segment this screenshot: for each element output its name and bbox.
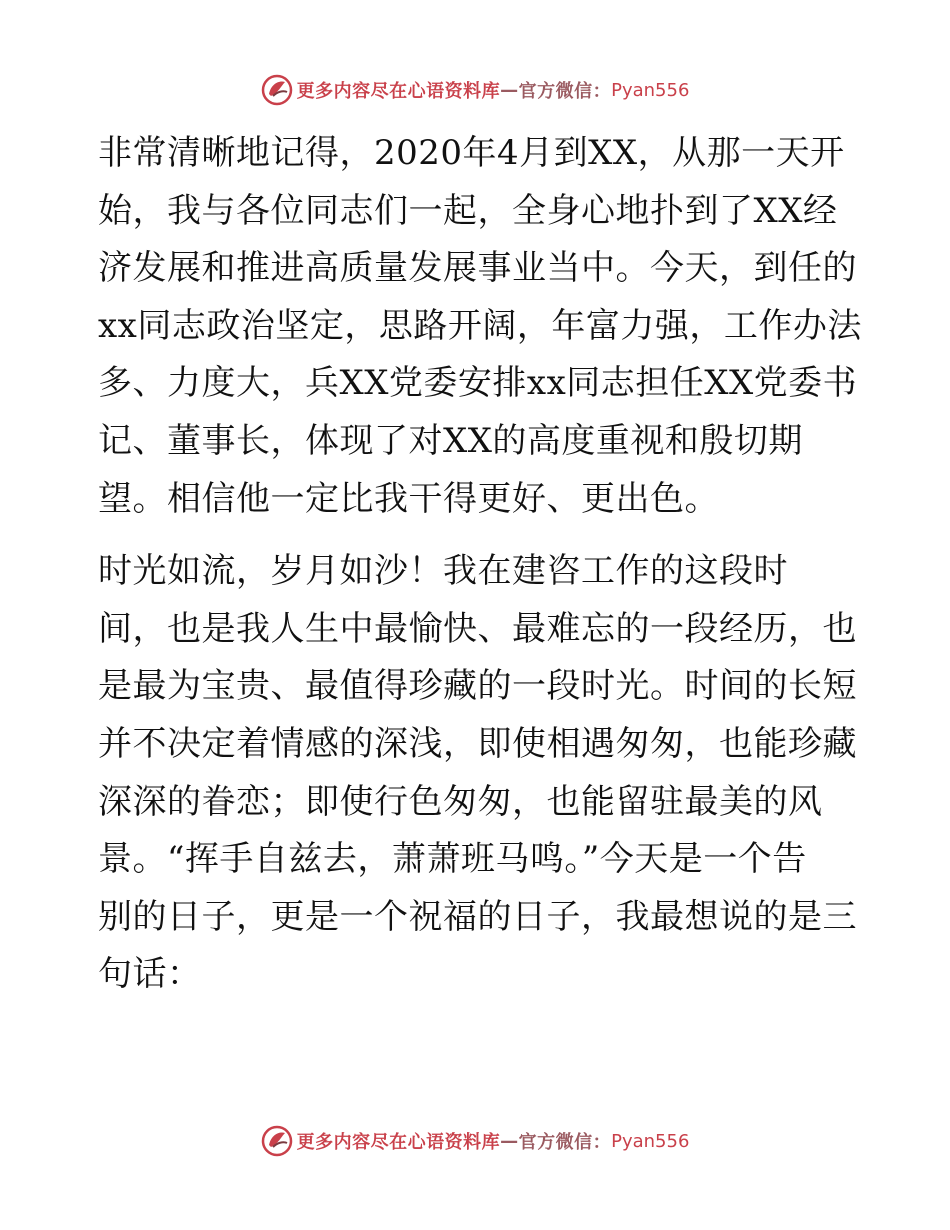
text-line: 望。相信他一定比我干得更好、更出色。 <box>98 478 719 519</box>
text-line: 时光如流，岁月如沙！我在建咨工作的这段时 <box>98 551 788 592</box>
text-line: 间，也是我人生中最愉快、最难忘的一段经历，也 <box>98 608 857 649</box>
watermark-wechat-id: Pyan556 <box>611 79 690 101</box>
text-line: 景。“挥手自兹去，萧萧班马鸣。”今天是一个告 <box>98 839 807 880</box>
document-body <box>98 125 862 1004</box>
watermark-footer <box>0 1123 950 1159</box>
watermark-brand: 更多内容尽在心语资料库 <box>296 81 501 102</box>
lotus-logo-icon <box>261 74 293 106</box>
text-line: 多、力度大，兵XX党委安排xx同志担任XX党委书 <box>98 363 858 404</box>
watermark-separator: — <box>500 79 519 101</box>
text-line: 并不决定着情感的深浅，即使相遇匆匆，也能珍藏 <box>98 723 857 764</box>
watermark-header <box>0 72 950 108</box>
text-line: 济发展和推进高质量发展事业当中。今天，到任的 <box>98 248 857 289</box>
lotus-logo-icon <box>261 1125 293 1157</box>
text-line: 深深的眷恋；即使行色匆匆，也能留驻最美的风 <box>98 781 823 822</box>
watermark-separator: — <box>500 1130 519 1152</box>
watermark-label: 官方微信： <box>518 81 612 102</box>
watermark-label: 官方微信： <box>518 1132 612 1153</box>
watermark-brand: 更多内容尽在心语资料库 <box>296 1132 501 1153</box>
text-line: 非常清晰地记得，2020年4月到XX，从那一天开 <box>98 133 845 173</box>
text-line: 记、董事长，体现了对XX的高度重视和殷切期 <box>98 420 803 461</box>
text-line: 始，我与各位同志们一起，全身心地扑到了XX经 <box>98 190 838 231</box>
text-line: xx同志政治坚定，思路开阔，年富力强，工作办法 <box>98 305 862 346</box>
text-line: 别的日子，更是一个祝福的日子，我最想说的是三 <box>98 896 857 937</box>
paragraph-2 <box>98 543 858 1004</box>
watermark-wechat-id: Pyan556 <box>611 1130 690 1152</box>
paragraph-1 <box>98 125 862 528</box>
text-line: 是最为宝贵、最值得珍藏的一段时光。时间的长短 <box>98 666 857 707</box>
text-line: 句话： <box>98 954 202 995</box>
